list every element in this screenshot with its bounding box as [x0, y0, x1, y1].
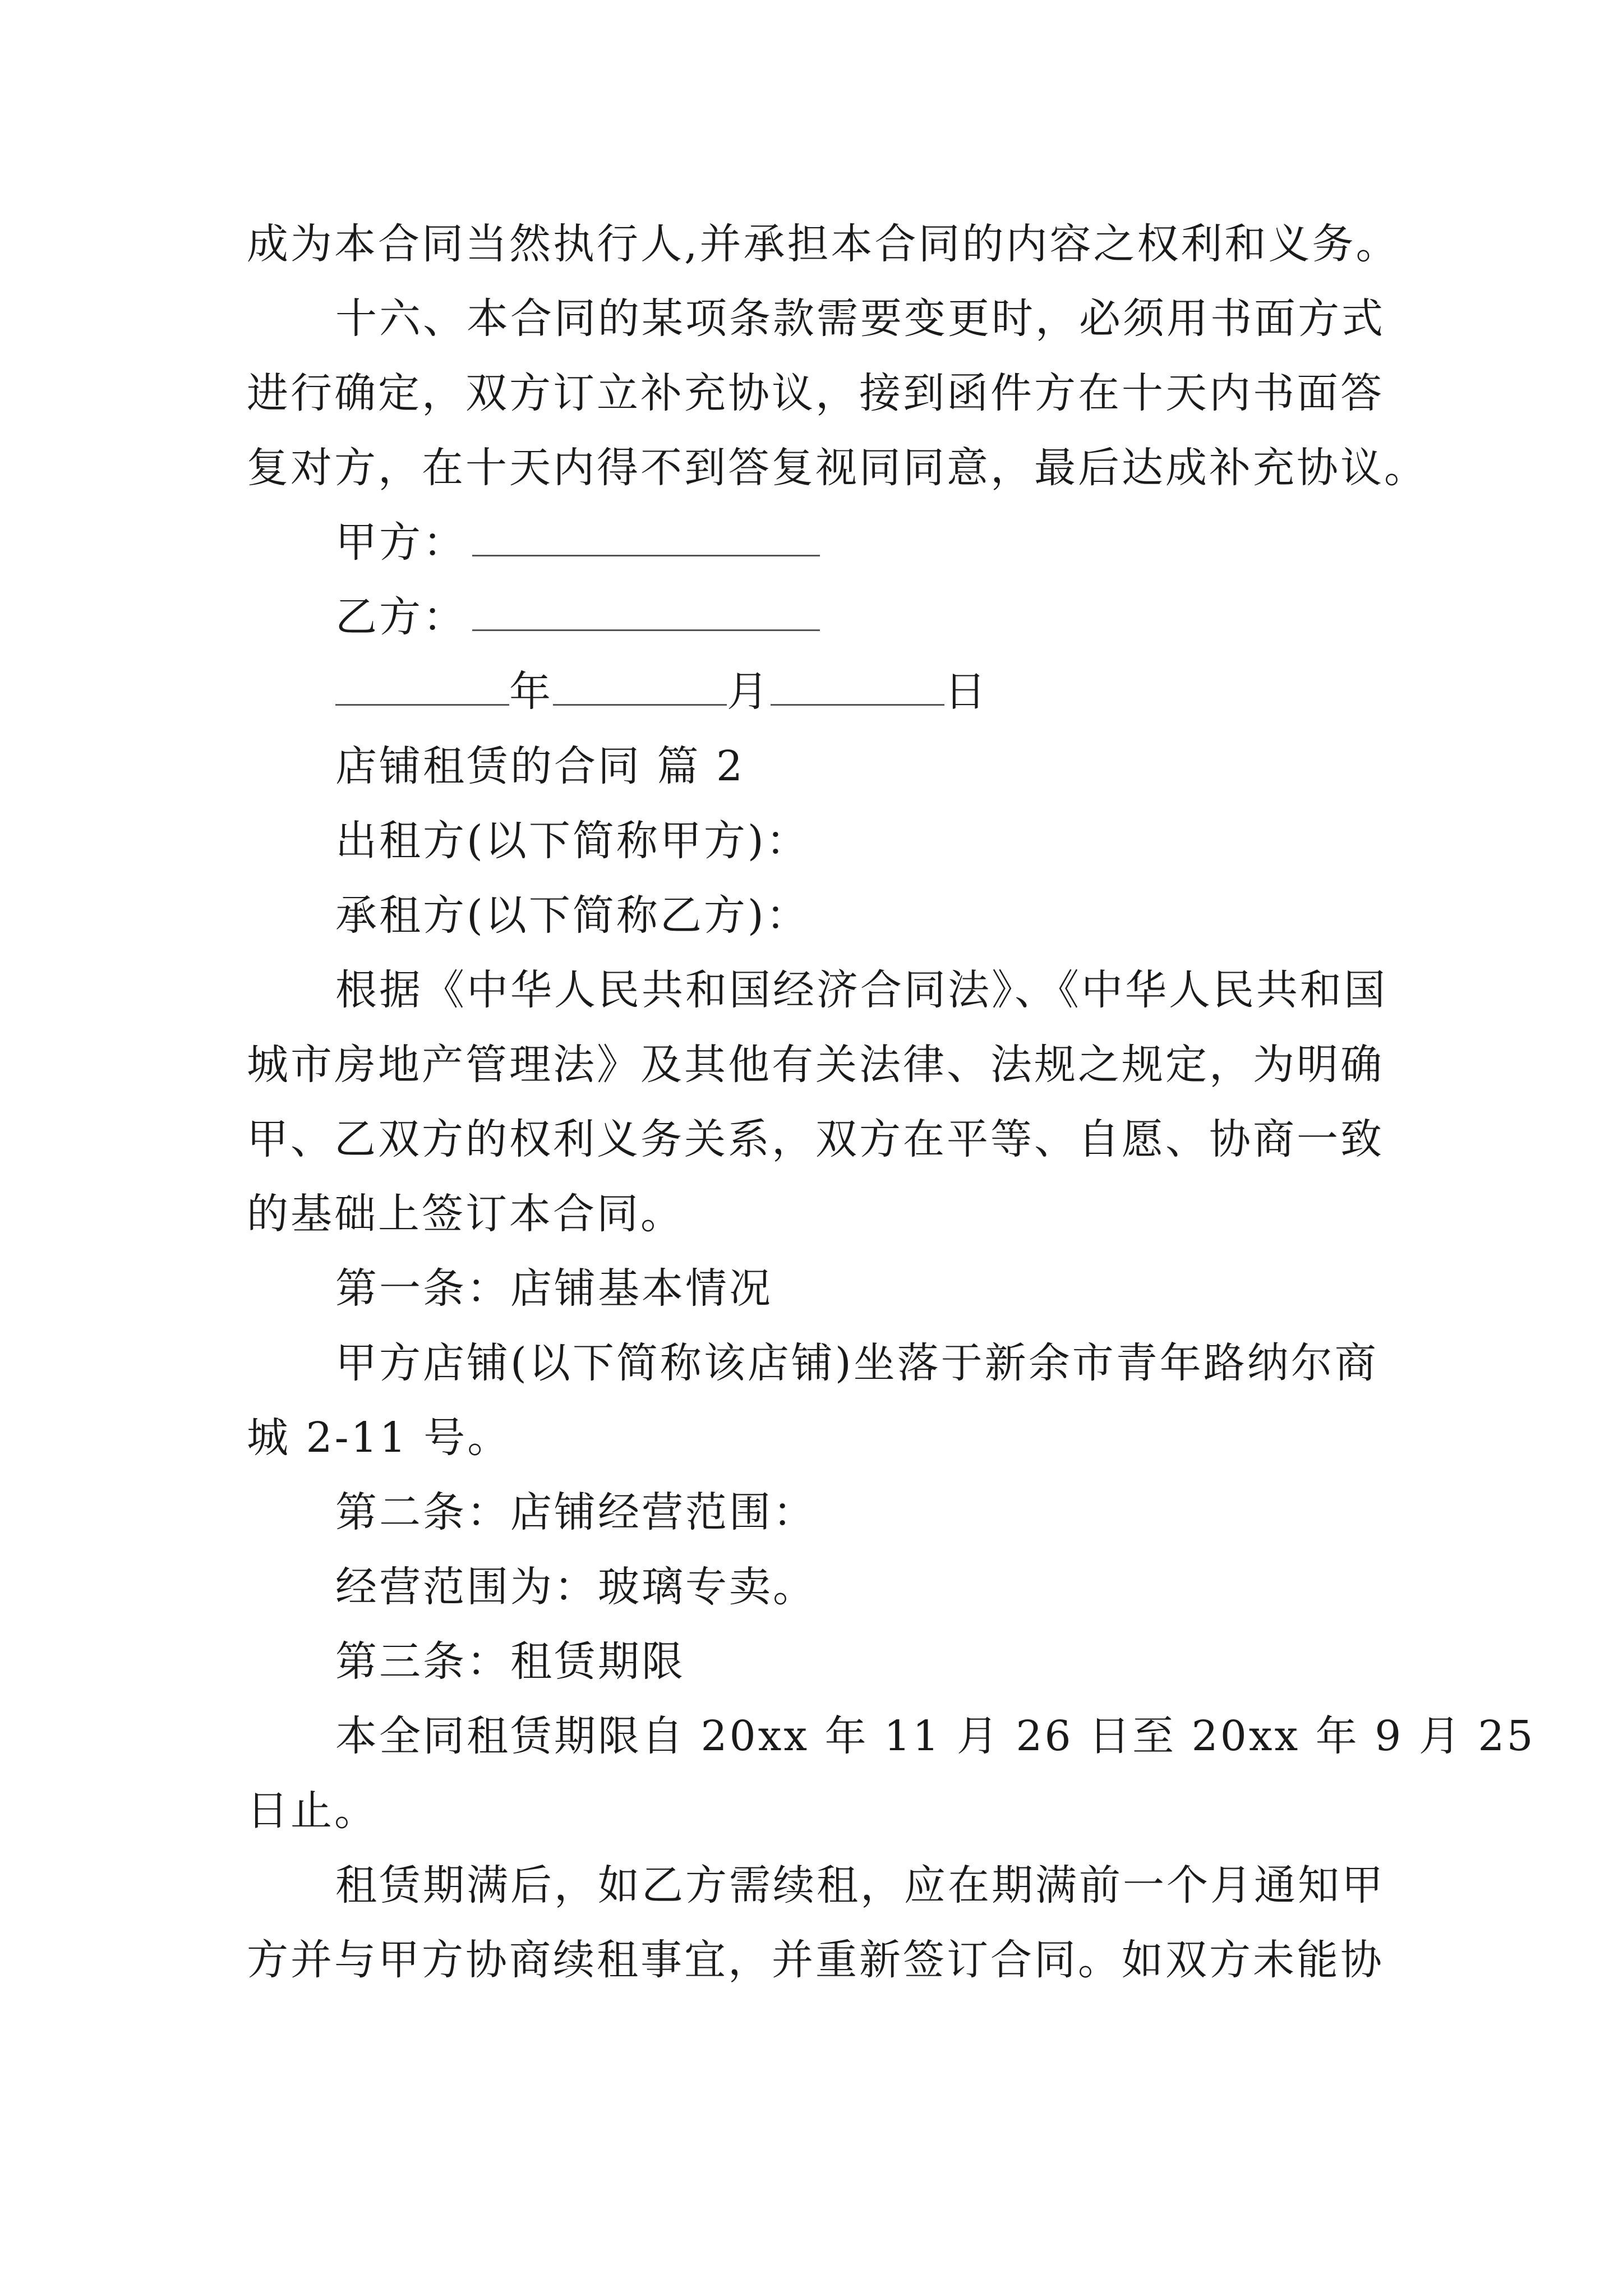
text-line: 城市房地产管理法》及其他有关法律、法规之规定，为明确: [247, 1041, 1384, 1089]
text-line: 的基础上签订本合同。: [247, 1190, 684, 1238]
day-label: 日: [944, 668, 988, 716]
month-label: 月: [727, 668, 771, 716]
party-a-signature-line: [335, 514, 820, 570]
text-line: 租赁期满后，如乙方需续租，应在期满前一个月通知甲: [335, 1861, 1385, 1910]
text-line: 进行确定，双方订立补充协议，接到函件方在十天内书面答: [247, 369, 1384, 417]
text-line: 方并与甲方协商续租事宜，并重新签订合同。如双方未能协: [247, 1936, 1384, 1984]
party-b-signature-line: [335, 589, 820, 645]
lessor-line: 出租方(以下简称甲方)：: [335, 817, 810, 865]
year-label: 年: [509, 668, 553, 716]
text-line: 复对方，在十天内得不到答复视同同意，最后达成补充协议。: [247, 444, 1428, 492]
signature-blank: [472, 520, 820, 556]
text-line: 本全同租赁期限自 20xx 年 11 月 26 日至 20xx 年 9 月 25: [335, 1712, 1536, 1760]
text-line: 经营范围为：玻璃专卖。: [335, 1563, 817, 1611]
date-line: [335, 664, 988, 720]
article-heading: 第一条：店铺基本情况: [335, 1264, 773, 1313]
article-heading: 第二条：店铺经营范围：: [335, 1488, 817, 1536]
party-b-label: 乙方：: [335, 593, 467, 641]
text-line: 十六、本合同的某项条款需要变更时，必须用书面方式: [335, 295, 1385, 343]
lessee-line: 承租方(以下简称乙方)：: [335, 891, 810, 940]
text-line: 甲、乙双方的权利义务关系，双方在平等、自愿、协商一致: [247, 1115, 1384, 1163]
text-line: 城 2-11 号。: [247, 1414, 511, 1462]
text-line: 成为本合同当然执行人,并承担本合同的内容之权利和义务。: [247, 220, 1400, 268]
article-heading: 第三条：租赁期限: [335, 1637, 685, 1686]
section-heading: 店铺租赁的合同 篇 2: [335, 742, 745, 790]
day-blank: [771, 669, 944, 706]
signature-blank: [472, 595, 820, 631]
year-blank: [335, 669, 509, 706]
party-a-label: 甲方：: [335, 518, 467, 567]
month-blank: [553, 669, 727, 706]
text-line: 日止。: [247, 1787, 378, 1835]
text-line: 根据《中华人民共和国经济合同法》、《中华人民共和国: [335, 966, 1387, 1014]
text-line: 甲方店铺(以下简称该店铺)坐落于新余市青年路纳尔商: [335, 1339, 1378, 1387]
